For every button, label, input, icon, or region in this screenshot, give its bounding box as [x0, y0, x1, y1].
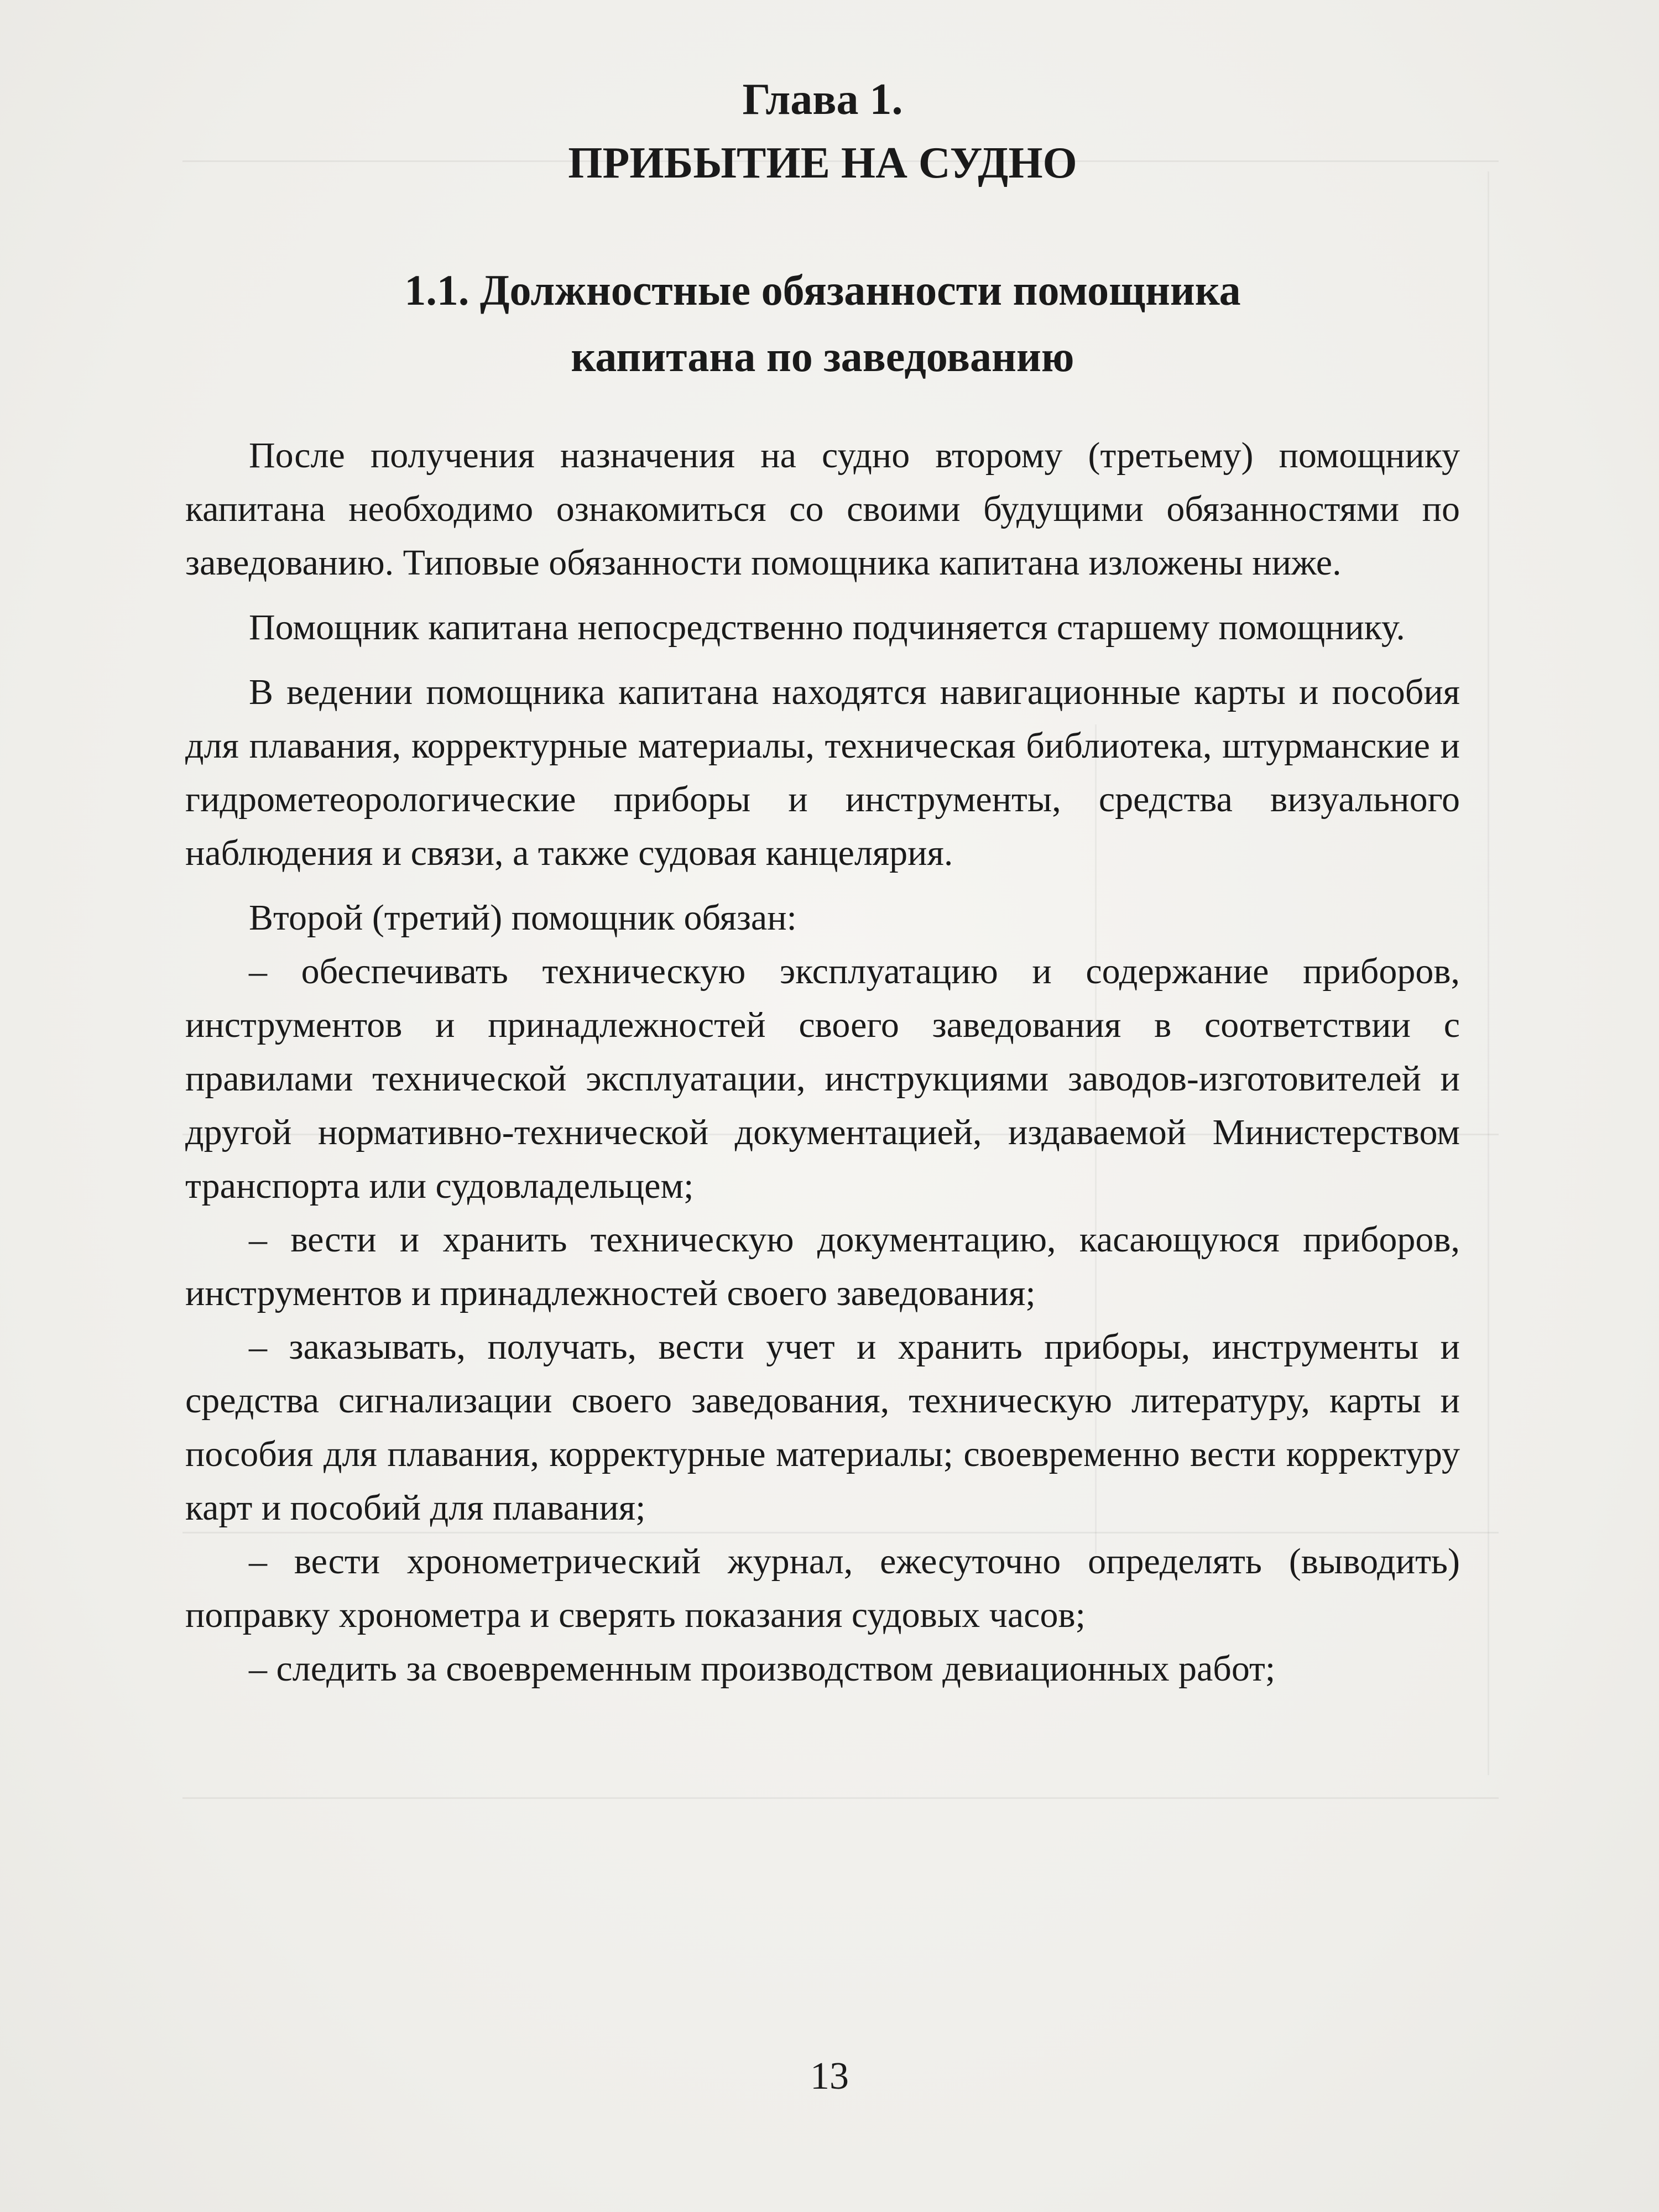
bleed-rule	[1488, 171, 1489, 1775]
section-title	[185, 257, 1460, 390]
section-title-line1: 1.1. Должностные обязанности помощника	[404, 266, 1241, 314]
paragraph: После получения назначения на судно второму (третьему) помощнику капитана необходимо ознакомиться со своими будущими обязанностями по заведованию. Типовые обязанности помощника капитана изложены ниже.	[185, 435, 1460, 583]
page-number: 13	[810, 2055, 849, 2098]
list-item: – вести хронометрический журнал, ежесуточно определять (выводить) поправку хронометра и сверять показания судовых часов;	[185, 1541, 1460, 1635]
paragraph: Второй (третий) помощник обязан:	[249, 898, 797, 938]
chapter-label: Глава 1.	[742, 75, 903, 124]
paragraph: В ведении помощника капитана находятся навигационные карты и пособия для плавания, корректурные материалы, техническая библиотека, штурманские и гидрометеорологические приборы и инструменты, средства визуального наблюдения и связи, а также судовая канцелярия.	[185, 672, 1460, 873]
chapter-title: ПРИБЫТИЕ НА СУДНО	[568, 139, 1077, 187]
list-item: – вести и хранить техническую документацию, касающуюся приборов, инструментов и принадлежностей своего заведования;	[185, 1219, 1460, 1313]
body-text	[185, 429, 1460, 1695]
paragraph: Помощник капитана непосредственно подчиняется старшему помощнику.	[249, 607, 1405, 648]
list-item: – следить за своевременным производством девиационных работ;	[249, 1648, 1276, 1689]
bleed-rule	[182, 1797, 1499, 1799]
page-content	[185, 72, 1460, 1695]
list-item: – обеспечивать техническую эксплуатацию и содержание приборов, инструментов и принадлежностей своего заведования в соответствии с правилами технической эксплуатации, инструкциями заводов-изготовителей и другой нормативно-технической документацией, издаваемой Министерством транспорта или судовладельцем;	[185, 951, 1460, 1206]
section-title-line2: капитана по заведованию	[571, 332, 1074, 380]
list-item: – заказывать, получать, вести учет и хранить приборы, инструменты и средства сигнализации своего заведования, техническую литературу, карты и пособия для плавания, корректурные материалы; своевременно вести корректуру карт и пособий для плавания;	[185, 1327, 1460, 1528]
